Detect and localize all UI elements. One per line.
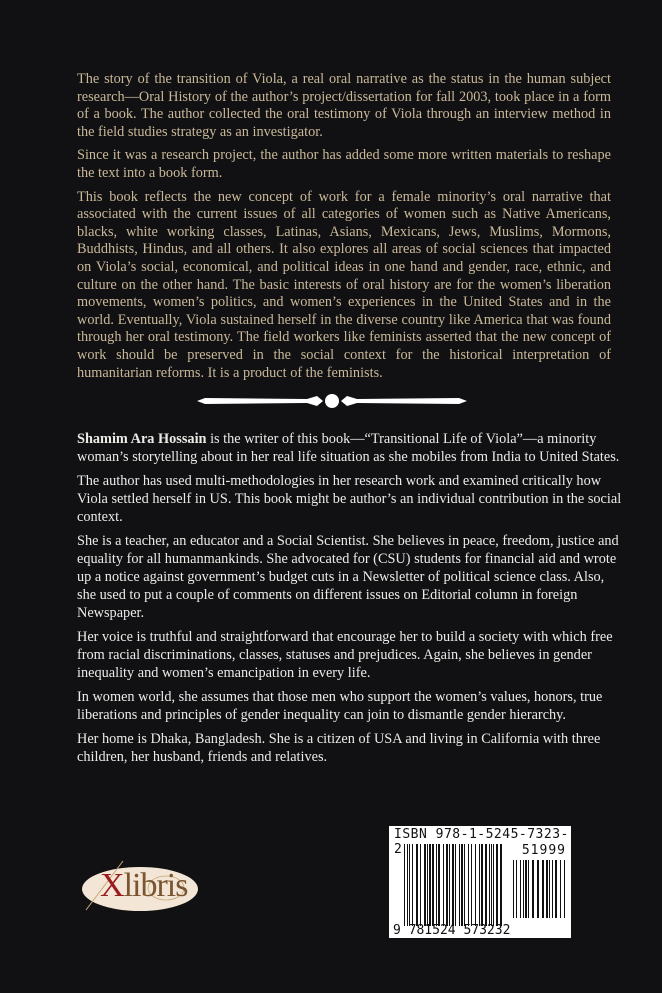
barcode-bar	[481, 844, 483, 926]
bio-intro: Shamim Ara Hossain is the writer of this book—“Transitional Life of Viola”—a minority woman’s storytelling about in her real life situation as she mobiles from India to United States.	[77, 431, 620, 465]
barcode-bar	[485, 844, 487, 926]
barcode-bar	[424, 844, 426, 926]
bio-paragraph: She is a teacher, an educator and a Social Scientist. She believes in peace, freedom, justice and equality for all humanmankinds. She advocated for (CSU) students for financial aid and wrote up a notice against government’s budget cuts in a Newsletter of political science class. Also, she used to put a couple of comments on different issues on Editorial column in foreign Newspaper.	[77, 533, 619, 621]
barcode-bar	[459, 844, 460, 926]
barcode-bar	[542, 860, 544, 918]
barcode-bar	[429, 844, 431, 926]
barcode-bar	[532, 860, 534, 918]
description-paragraph: Since it was a research project, the author has added some more written materials to reshape the text into a book form.	[77, 147, 611, 181]
barcode-bar	[438, 844, 440, 926]
barcode-bar	[489, 844, 490, 926]
isbn-label: ISBN 978-1-5245-7323-2	[394, 827, 569, 857]
barcode-bar	[446, 844, 448, 926]
barcode-bar	[461, 844, 463, 926]
barcode-bar	[493, 844, 494, 926]
bio-paragraph: The author has used multi-methodologies in her research work and examined critically how Viola settled herself in US. This book might be author’s an individual contribution in the social context.	[77, 473, 622, 525]
barcode-bar	[407, 844, 408, 926]
barcode-bar	[449, 844, 450, 926]
description-paragraph: This book reflects the new concept of work for a female minority’s oral narrative that associated with the current issues of all categories of women such as Native Americans, blacks, white working classes, Latinas, Asians, Mexicans, Jews, Muslims, Mormons, Buddhists, Hindus, and all others. It also explores all areas of social sciences that impacted on Viola’s social, economical, and political ideas in one hand and gender, race, ethnic, and culture on the other hand. The basic interests of oral history are for the women’s liberation movements, women’s politics, and women’s experiences in the United States and in the world. Eventually, Viola sustained herself in the diverse country like America that was found through her oral testimony. The field workers like feminists asserted that the new concept of work should be preserved in the social context for the historical interpretation of humanitarian reforms. It is a product of the feminists.	[77, 188, 611, 381]
barcode-bar	[549, 860, 550, 918]
barcode-bar	[432, 844, 434, 926]
barcode-bar	[560, 860, 561, 918]
barcode-bar	[420, 844, 421, 926]
barcode-bar	[546, 860, 548, 918]
isbn-barcode	[389, 826, 571, 938]
barcode-bar	[496, 844, 498, 926]
barcode-bar	[427, 844, 428, 926]
barcode-bar	[528, 860, 529, 918]
barcode-bar	[491, 844, 492, 926]
barcode-bar	[471, 844, 472, 926]
barcode-bar	[412, 844, 413, 926]
barcode-bar	[564, 860, 565, 918]
barcode-bar	[468, 844, 469, 926]
barcode-bar	[409, 844, 410, 926]
price-code: 51999	[521, 843, 566, 858]
barcode-bar	[537, 860, 539, 918]
bio-paragraph: Her voice is truthful and straightforward that encourage her to build a society with which free from racial discriminations, classes, statuses and prejudices. Again, she believes in gender inequality and women’s emancipation in every life.	[77, 629, 613, 681]
barcode-bar	[475, 844, 476, 926]
bio-paragraph: In women world, she assumes that those men who support the women’s values, honors, true liberations and principles of gender inequality can join to dismantle gender hierarchy.	[77, 689, 603, 723]
divider-ornament	[197, 391, 467, 411]
barcode-bar	[416, 844, 418, 926]
publisher-logo: Xlibris	[78, 858, 202, 916]
barcode-bar	[525, 860, 527, 918]
barcode-digits: 9 781524 573232	[393, 923, 511, 938]
barcode-bar	[455, 844, 456, 926]
barcode-bar	[552, 860, 553, 918]
barcode-bar	[452, 844, 454, 926]
barcode-bar	[513, 860, 514, 918]
barcode-bars	[389, 826, 571, 938]
barcode-bar	[520, 860, 521, 918]
author-name: Shamim Ara Hossain	[77, 431, 207, 447]
barcode-bar	[500, 844, 502, 926]
barcode-bar	[436, 844, 437, 926]
author-bio	[77, 430, 622, 772]
barcode-bar	[404, 844, 405, 926]
description-paragraph: The story of the transition of Viola, a real oral narrative as the status in the human subject research—Oral History of the author’s project/dissertation for fall 2003, took place in a form of a book. The author collected the oral testimony of Viola through an interview method in the field studies strategy as an investigator.	[77, 71, 611, 140]
barcode-bar	[479, 844, 480, 926]
barcode-bar	[516, 860, 517, 918]
barcode-bar	[443, 844, 444, 926]
book-description	[77, 71, 611, 388]
barcode-bar	[555, 860, 557, 918]
bio-paragraph: Her home is Dhaka, Bangladesh. She is a citizen of USA and living in California with three children, her husband, friends and relatives.	[77, 731, 601, 765]
barcode-bar	[523, 860, 524, 918]
barcode-bar	[464, 844, 465, 926]
